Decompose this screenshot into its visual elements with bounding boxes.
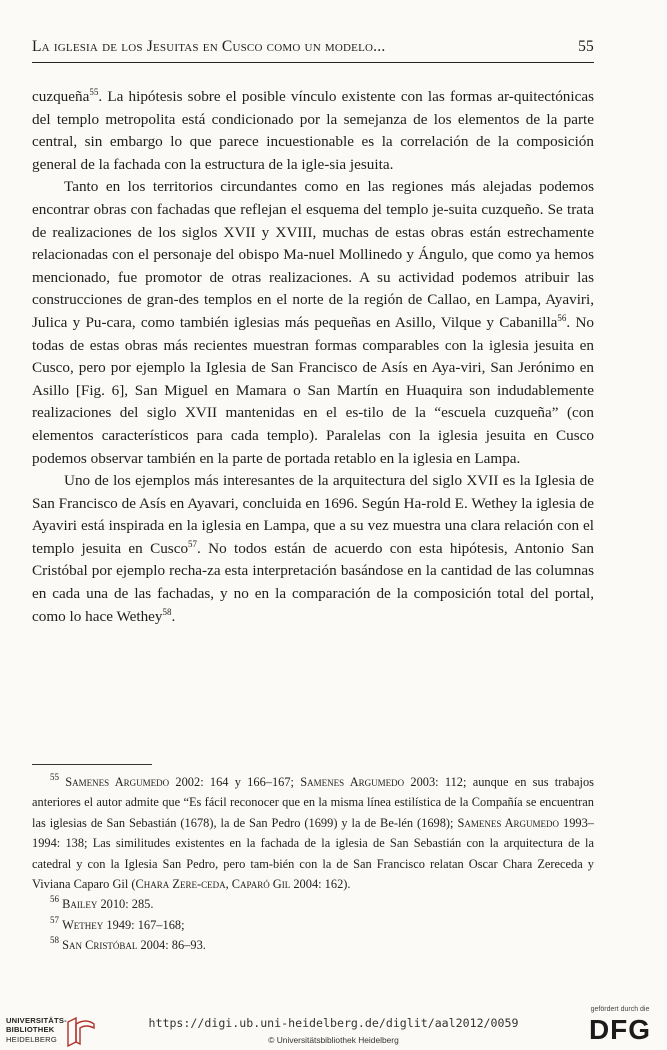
paragraph-2: Tanto en los territorios circundantes como en las regiones más alejadas podemos encontrar obras con fachadas que reflejan el esquema del templo je-suita cuzqueño. Se trata de realizaciones de los siglos XVII y XVIII, muchas de estas obras están estrechamente relacionadas con el personaje del obispo Ma-nuel Mollinedo y Ángulo, que como ya hemos mencionado, fue promotor de otras realizaciones. A su actividad podemos atribuir las construcciones de gran-des templos en el norte de la región de Callao, en Lampa, Ayaviri, Julica y Pu-cara, como también iglesias más pequeñas en Asillo, Vilque y Cabanilla$^{56}$. No todas de estas obras más recientes muestran formas comparables con la iglesia jesuita en Cusco, pero por ejemplo la Iglesia de San Francisco de Asís en Aya-viri, San Jerónimo en Asillo [Fig. 6], San Miguel en Mamara o San Martín en Huaquira son indudablemente realizaciones del siglo XVII mantenidas en el es-tilo de la “escuela cuzqueña” (con elementos característicos para cada templo). Paralelas con la iglesia jesuita en Cusco podemos observar también en la parte de portada retablo en la iglesia en Lampa. bbox=[32, 178, 595, 467]
digitization-footer bbox=[0, 1002, 667, 1050]
footnote-55: $^{55}$ Samenes Argumedo 2002: 164 y 166–167; Samenes Argumedo 2003: 112; aunque en sus trabajos anteriores el autor admite que “Es fácil reconocer que en la misma línea estilística de la Compañía se encuentran las iglesias de San Sebastián (1678), la de San Pedro (1699) y la de Be-lén (1698); Samenes Argumedo 1993–1994: 138; Las similitudes existentes en la fachada de la iglesia de San Sebastián con la arquitectura de la catedral y con la Iglesia San Pedro, pero tam-bién con la de San Francisco relatan Oscar Chara Zereceda y Viviana Caparo Gil (Chara Zere-ceda, Caparó Gil 2004: 162). bbox=[32, 772, 594, 892]
dfg-wordmark: DFG bbox=[588, 1014, 652, 1045]
footnote-ref-55[interactable]: 55 bbox=[89, 87, 99, 97]
footnote-ref-57[interactable]: 57 bbox=[188, 538, 198, 549]
footnote-56: $^{56}$ Bailey 2010: 285. bbox=[50, 894, 154, 912]
footnote-ref-58[interactable]: 58 bbox=[162, 606, 172, 617]
page-number: 55 bbox=[578, 38, 594, 55]
source-url[interactable]: https://digi.ub.uni-heidelberg.de/diglit/aal2012/0059 bbox=[148, 1016, 519, 1030]
footnote-57: $^{57}$ Wethey 1949: 167–168; bbox=[50, 914, 185, 932]
library-name: UNIVERSITÄTS- BIBLIOTHEK HEIDELBERG bbox=[6, 1016, 67, 1044]
funded-by-label: gefördert durch die bbox=[590, 1006, 650, 1013]
paragraph-1: cuzqueña$^{55}$. La hipótesis sobre el posible vínculo existente con las formas ar-quitectónicas del templo metropolita está condicionado por la semejanza de los elementos de la parte central, sin embargo lo que parece incuestionable es la correlación de la composición general de la fachada con la estructura de la igle-sia jesuita. bbox=[32, 87, 594, 173]
running-header bbox=[32, 36, 594, 63]
copyright-notice: © Universitätsbibliothek Heidelberg bbox=[268, 1035, 399, 1045]
footnotes bbox=[32, 772, 594, 956]
body-text bbox=[32, 86, 594, 628]
running-title: La iglesia de los Jesuitas en Cusco como un modelo... bbox=[32, 38, 386, 55]
paragraph-3: Uno de los ejemplos más interesantes de la arquitectura del siglo XVII es la Iglesia de San Francisco de Asís en Ayavari, concluida en 1696. Según Ha-rold E. Wethey la iglesia de Ayaviri está inspirada en la iglesia en Lampa, que a su vez muestra una clara relación con el templo jesuita en Cusco$^{57}$. No todos están de acuerdo con esta hipótesis, Antonio San Cristóbal por ejemplo recha-za esta interpretación basándose en la cantidad de las columnas en cada una de las fachadas, y no en la comparación de la composición total del portal, como lo hace Wethey$^{58}$. bbox=[32, 472, 594, 625]
footnote-58: $^{58}$ San Cristóbal 2004: 86–93. bbox=[50, 935, 206, 953]
dfg-logo[interactable] bbox=[581, 1006, 659, 1048]
footnote-divider bbox=[32, 764, 152, 765]
footnote-ref-56[interactable]: 56 bbox=[557, 312, 567, 323]
